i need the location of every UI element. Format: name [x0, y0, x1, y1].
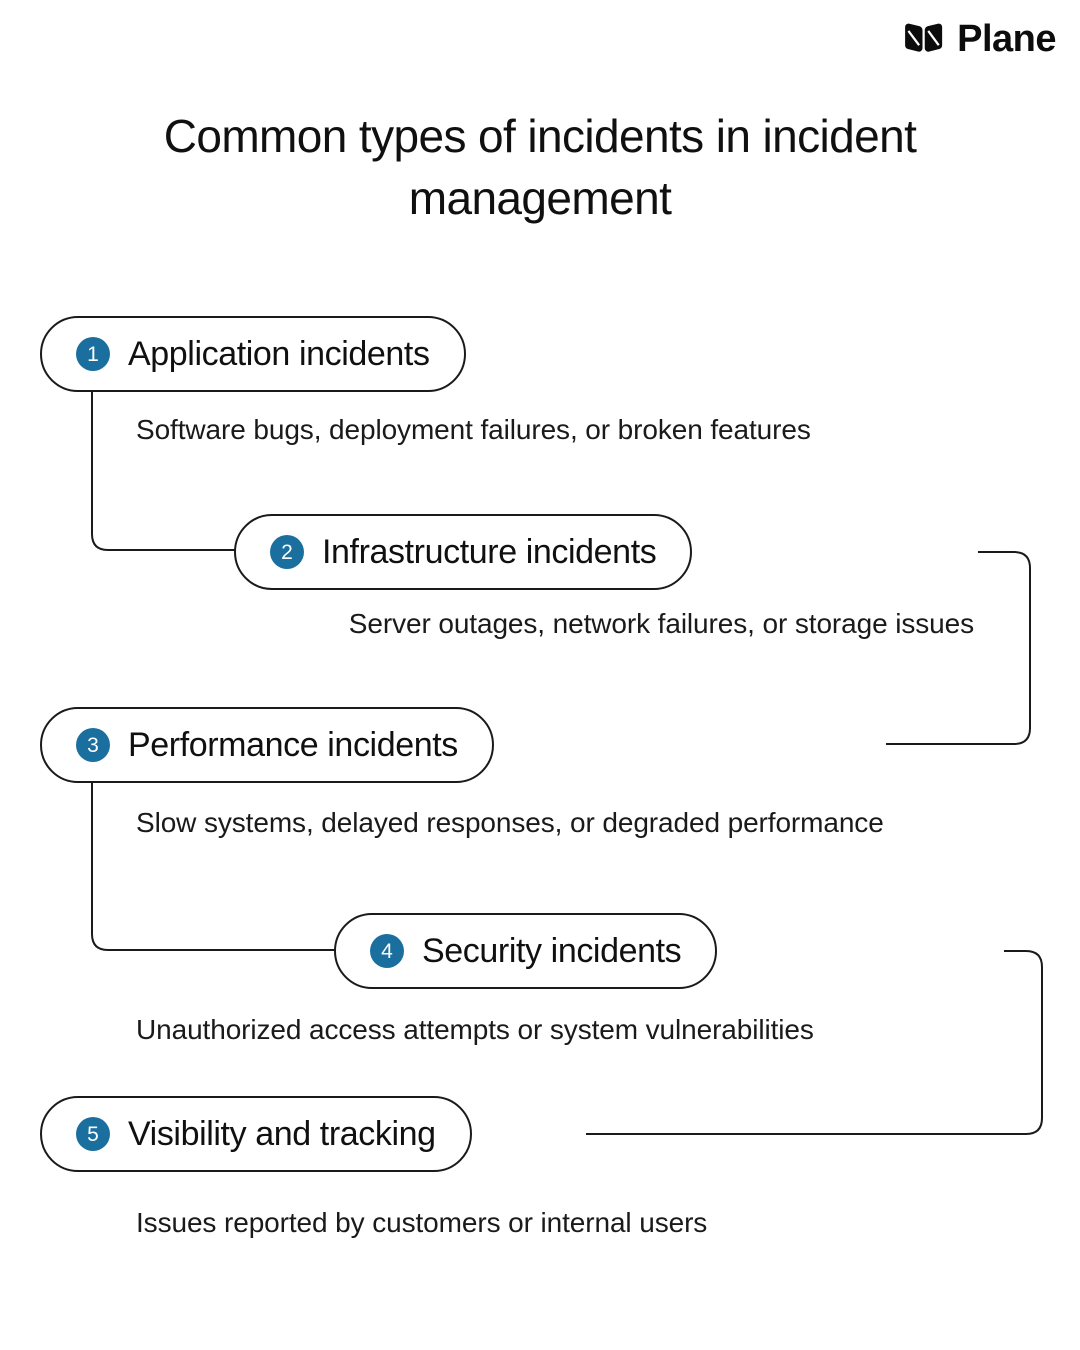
step-number-badge: 2 [270, 535, 304, 569]
step-number-badge: 5 [76, 1117, 110, 1151]
incident-description-application-incidents: Software bugs, deployment failures, or broken features [136, 414, 811, 445]
step-number-badge: 4 [370, 934, 404, 968]
incident-pill-visibility-and-tracking[interactable] [40, 1096, 472, 1172]
incident-pill-label: Visibility and tracking [128, 1114, 436, 1153]
incident-description-visibility-and-tracking: Issues reported by customers or internal users [136, 1207, 708, 1238]
incident-description-infrastructure-incidents: Server outages, network failures, or storage issues [348, 608, 974, 639]
step-number-badge: 3 [76, 728, 110, 762]
incident-pill-label: Performance incidents [128, 725, 458, 764]
incident-pill-label: Infrastructure incidents [322, 532, 657, 571]
incident-description-security-incidents: Unauthorized access attempts or system vulnerabilities [136, 1014, 814, 1045]
brand-name: Plane [957, 18, 1056, 60]
step-number-badge: 1 [76, 337, 110, 371]
incident-pill-performance-incidents[interactable] [40, 707, 494, 783]
incident-pill-label: Application incidents [128, 334, 430, 373]
incident-pill-infrastructure-incidents[interactable] [234, 514, 692, 590]
incident-description-performance-incidents: Slow systems, delayed responses, or degraded performance [136, 807, 884, 838]
incident-pill-label: Security incidents [422, 931, 682, 970]
page-title: Common types of incidents in incident management [163, 110, 917, 224]
incident-pill-security-incidents[interactable] [334, 913, 717, 989]
incident-pill-application-incidents[interactable] [40, 316, 466, 392]
